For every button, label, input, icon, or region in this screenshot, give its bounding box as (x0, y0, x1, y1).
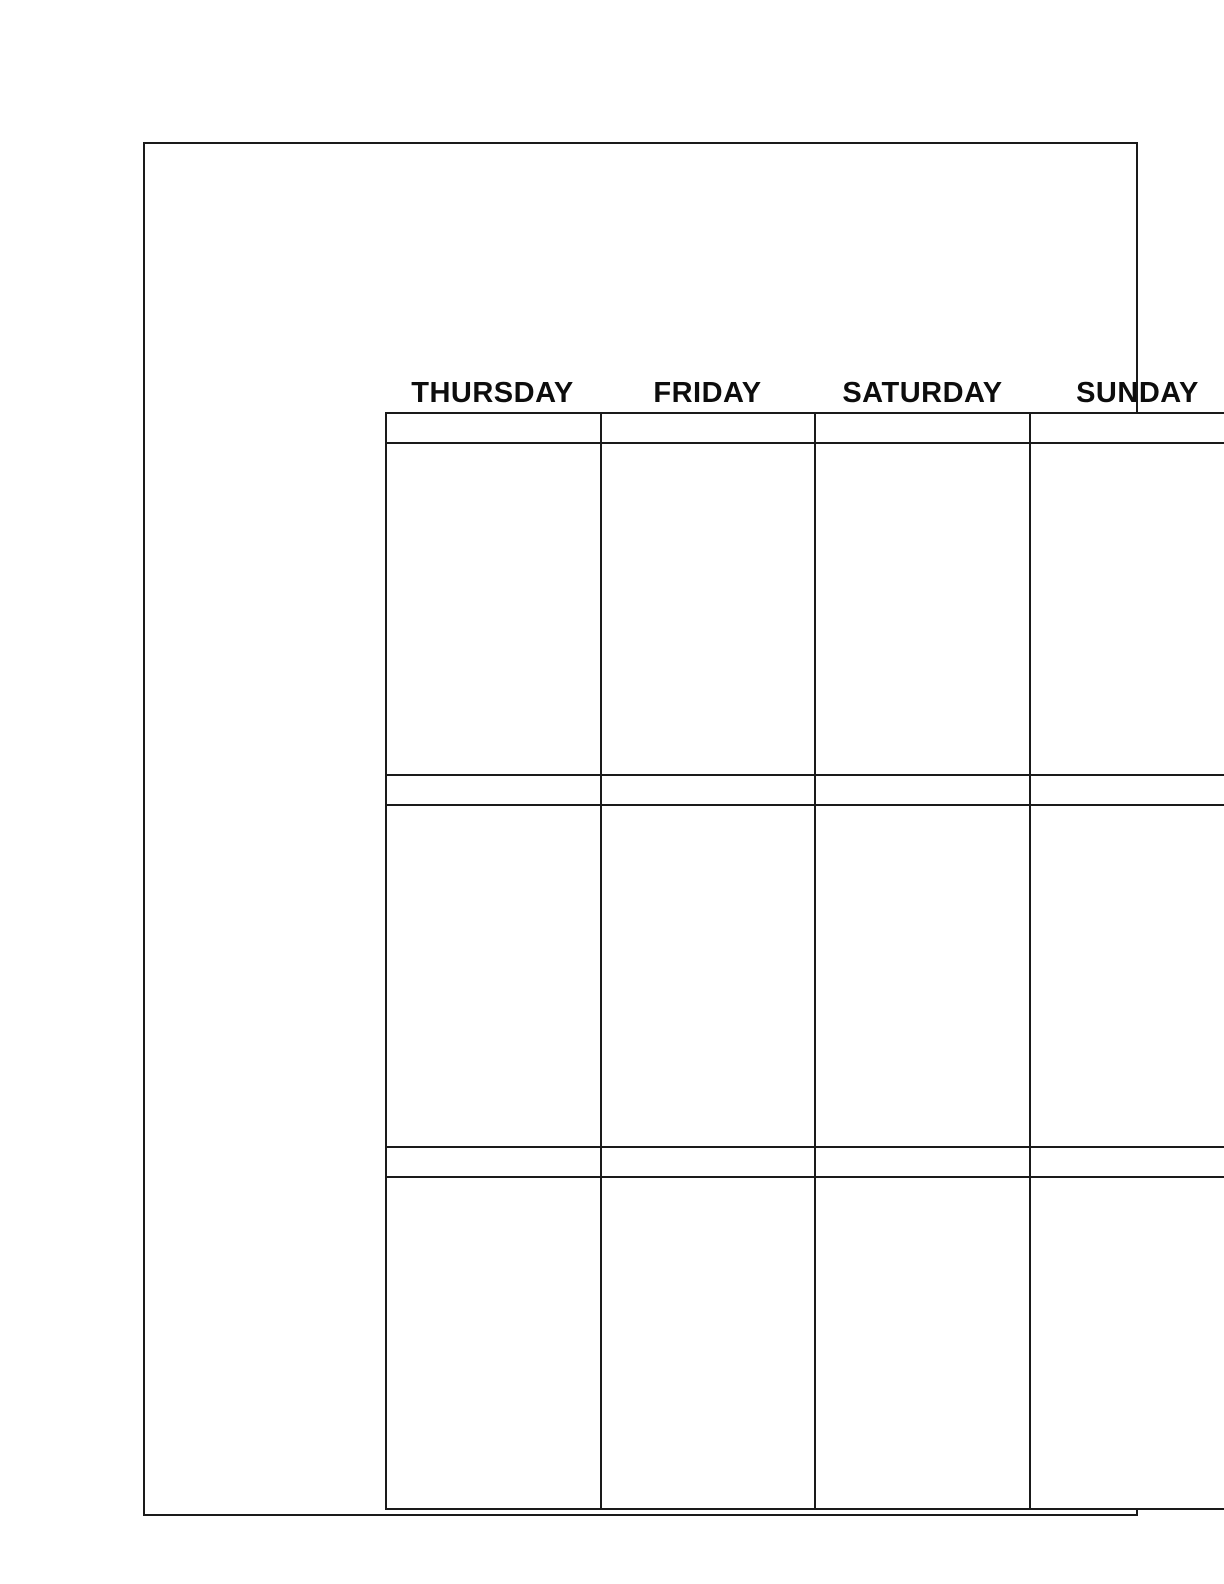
date-label-row (386, 1147, 1224, 1177)
date-label-cell[interactable] (386, 775, 601, 805)
column-header-friday: FRIDAY (653, 377, 762, 409)
day-cell[interactable] (1030, 1177, 1224, 1509)
date-label-cell[interactable] (815, 1147, 1030, 1177)
day-cell-text (816, 444, 1029, 774)
date-label-cell[interactable] (1030, 1147, 1224, 1177)
day-cell[interactable] (601, 805, 816, 1147)
date-label-cell[interactable] (386, 413, 601, 443)
day-cell-text (1031, 1178, 1224, 1508)
day-cell-text (1031, 806, 1224, 1146)
table-row (386, 443, 1224, 775)
date-label-cell[interactable] (601, 775, 816, 805)
date-label-cell[interactable] (601, 413, 816, 443)
table-row (386, 805, 1224, 1147)
day-cell-text (387, 806, 600, 1146)
date-label-cell[interactable] (1030, 413, 1224, 443)
day-cell-text (816, 806, 1029, 1146)
date-label-text (1031, 776, 1224, 804)
day-cell[interactable] (386, 1177, 601, 1509)
day-cell-text (387, 1178, 600, 1508)
day-cell-text (602, 444, 815, 774)
date-label-text (602, 1148, 815, 1176)
page-frame (143, 142, 1199, 1516)
day-cell-text (602, 1178, 815, 1508)
calendar-grid (385, 354, 1224, 1509)
date-label-text (816, 1148, 1029, 1176)
date-label-cell[interactable] (601, 1147, 816, 1177)
day-cell[interactable] (815, 1177, 1030, 1509)
day-cell-text (602, 806, 815, 1146)
date-label-text (602, 414, 815, 442)
day-cell[interactable] (386, 443, 601, 775)
day-cell[interactable] (815, 805, 1030, 1147)
day-cell[interactable] (386, 805, 601, 1147)
day-cell-text (1031, 444, 1224, 774)
table-row (386, 1177, 1224, 1509)
day-cell[interactable] (815, 443, 1030, 775)
weekday-header-row (385, 354, 1224, 412)
date-label-cell[interactable] (386, 1147, 601, 1177)
day-cell[interactable] (1030, 805, 1224, 1147)
date-label-cell[interactable] (815, 775, 1030, 805)
date-label-row (386, 413, 1224, 443)
day-cell[interactable] (601, 443, 816, 775)
date-label-text (1031, 414, 1224, 442)
column-header-thursday: THURSDAY (411, 377, 574, 409)
date-label-cell[interactable] (1030, 775, 1224, 805)
date-label-text (387, 414, 600, 442)
date-label-row (386, 775, 1224, 805)
day-cell-text (816, 1178, 1029, 1508)
calendar-table (385, 412, 1224, 1510)
date-label-text (1031, 1148, 1224, 1176)
day-cell-text (387, 444, 600, 774)
day-cell[interactable] (1030, 443, 1224, 775)
date-label-text (387, 776, 600, 804)
day-cell[interactable] (601, 1177, 816, 1509)
date-label-text (387, 1148, 600, 1176)
column-header-saturday: SATURDAY (842, 377, 1003, 409)
date-label-text (816, 414, 1029, 442)
date-label-text (602, 776, 815, 804)
column-header-sunday: SUNDAY (1076, 377, 1199, 409)
date-label-text (816, 776, 1029, 804)
date-label-cell[interactable] (815, 413, 1030, 443)
